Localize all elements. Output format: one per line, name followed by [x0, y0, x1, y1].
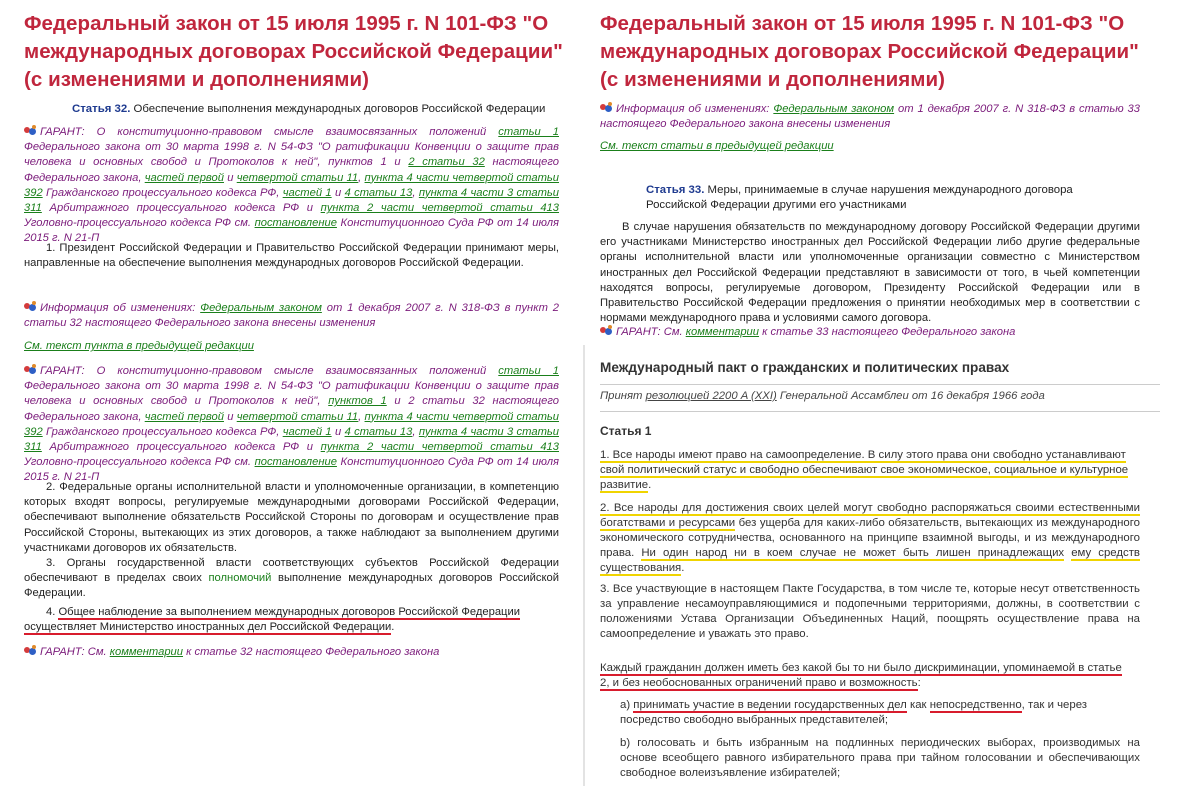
article-1-heading: Статья 1: [600, 424, 652, 438]
link[interactable]: частей 1: [282, 186, 332, 199]
rule-line: [600, 384, 1160, 385]
article-1-paragraph-3: 3. Все участвующие в настоящем Пакте Государства, в том числе те, которые несут ответственность за управление несамоуправляющимися и подопечными территориями, должны, в соответствии с положениями Устава Организации Объединенных Наций, поощрять осуществление права на самоопределение и уважать это право.: [600, 583, 1140, 640]
garant-icon: [24, 125, 38, 136]
right-document-page: [586, 0, 1200, 786]
article-title: Меры, принимаемые в случае нарушения международного договора Российской Федерации другими его участниками: [646, 184, 1073, 212]
link[interactable]: пункта 2 части четвертой статьи 413: [320, 441, 559, 454]
document-title: Федеральный закон от 15 июля 1995 г. N 101-ФЗ "О международных договорах Российской Федерации" (с изменениями и дополнениями): [600, 12, 1139, 91]
red-underline-highlight: непосредственно: [929, 699, 1022, 711]
link[interactable]: пунктов 1: [328, 395, 387, 408]
garant-note-2: ГАРАНТ: О конституционно-правовом смысле взаимосвязанных положений статьи 1 Федерального закона от 30 марта 1998 г. N 54-ФЗ "О ратификации Конвенции о защите прав человека и основных свобод и Протоколов к ней", пунктов 1 и 2 статьи 32 настоящего Федерального закона, частей первой и четвертой статьи 11, пункта 4 части четвертой статьи 392 Гражданского процессуального кодекса РФ, частей 1 и 4 статьи 13, пункта 4 части 3 статьи 311 Арбитражного процессуального кодекса РФ и пункта 2 части четвертой статьи 413 Уголовно-процессуального кодекса РФ см. постановление Конституционного Суда РФ от 14 июля 2015 г. N 21-П: [24, 365, 560, 484]
yellow-underline-highlight: 1. Все народы имеют право на самоопределение. В силу этого права они свободно устанавливают: [600, 449, 1126, 461]
link[interactable]: постановление: [254, 456, 337, 469]
article-1-paragraph-1: 1. Все народы имеют право на самоопределение. В силу этого права они свободно устанавливают свой политический статус и свободно обеспечивают свое экономическое, социальное и культурное развитие.: [600, 449, 1129, 491]
resolution-link[interactable]: резолюцией 2200 A (XXI): [645, 390, 777, 402]
article-25-item-a: a) принимать участие в ведении государственных дел как непосредственно, так и через посредство свободно выбранных представителей;: [620, 699, 1088, 726]
previous-edition-link-wrap: [600, 139, 1140, 154]
previous-edition-link[interactable]: См. текст статьи в предыдущей редакции: [600, 140, 834, 152]
link[interactable]: 4 статьи 13: [344, 425, 413, 438]
garant-icon: [600, 325, 614, 336]
garant-icon: [600, 102, 614, 113]
yellow-underline-highlight: свой политический статус и свободно обеспечивают свое экономическое, социальное и культурное: [600, 464, 1129, 476]
article-number: Статья 32.: [72, 103, 131, 115]
link[interactable]: Федеральным законом: [773, 103, 895, 115]
left-document-page: [0, 0, 580, 786]
pact-adoption-note: Принят резолюцией 2200 A (XXI) Генеральной Ассамблеи от 16 декабря 1966 года: [600, 390, 1045, 402]
garant-note-3: ГАРАНТ: См. комментарии к статье 32 настоящего Федерального закона: [24, 645, 559, 660]
change-info: Информация об изменениях: Федеральным законом от 1 декабря 2007 г. N 318-ФЗ в пункт 2 статьи 32 настоящего Федерального закона внесены изменения: [24, 302, 560, 330]
document-title: Федеральный закон от 15 июля 1995 г. N 101-ФЗ "О международных договорах Российской Федерации" (с изменениями и дополнениями): [24, 12, 563, 91]
pact-title: Международный пакт о гражданских и политических правах: [600, 360, 1010, 375]
change-info: Информация об изменениях: Федеральным законом от 1 декабря 2007 г. N 318-ФЗ в статью 33 настоящего Федерального закона внесены изменения: [600, 103, 1141, 131]
red-underline-highlight: Каждый гражданин должен иметь без какой бы то ни было дискриминации, упоминаемой в статье: [600, 662, 1122, 674]
comments-link[interactable]: комментарии: [685, 326, 760, 338]
yellow-underline-highlight: богатствами и ресурсами: [600, 517, 736, 529]
paragraph-1: 1. Президент Российской Федерации и Правительство Российской Федерации принимают меры, направленные на обеспечение выполнения международных договоров Российской Федерации.: [24, 242, 559, 270]
article-33-heading: [646, 183, 1086, 213]
red-underline-highlight: 2, и без необоснованных ограничений право и возможность: [600, 677, 918, 689]
link[interactable]: частей первой: [144, 410, 224, 423]
link[interactable]: статьи 1: [498, 126, 559, 138]
comments-link[interactable]: комментарии: [109, 646, 184, 658]
garant-icon: [24, 645, 38, 656]
link[interactable]: пункта 4 части 3 статьи 311: [24, 186, 559, 215]
link[interactable]: постановление: [254, 217, 337, 230]
yellow-underline-highlight: развитие: [600, 479, 649, 491]
link[interactable]: пункта 4 части четвертой статьи 392: [24, 410, 559, 438]
column-divider: [583, 345, 585, 786]
link[interactable]: четвертой статьи 11: [236, 171, 359, 184]
article-33-paragraph: В случае нарушения обязательств по международному договору Российской Федерации другими его участниками Министерство иностранных дел Российской Федерации либо другие федеральные органы исполнительной власти или уполномоченные организации совместно с Министерством иностранных дел Российской Федерации представляют в зависимости от того, в чьей компетенции находятся вопросы, регулируемые договором, Президенту Российской Федерации или в Правительство Российской Федерации предложения о принятии необходимых мер в соответствии с нормами международного права и условиями самого договора.: [600, 221, 1140, 325]
garant-note-1: ГАРАНТ: О конституционно-правовом смысле взаимосвязанных положений статьи 1 Федерального закона от 30 марта 1998 г. N 54-ФЗ "О ратификации Конвенции о защите прав человека и основных свобод и Протоколов к ней", пунктов 1 и 2 статьи 32 настоящего Федерального закона, частей первой и четвертой статьи 11, пункта 4 части четвертой статьи 392 Гражданского процессуального кодекса РФ, частей 1 и 4 статьи 13, пункта 4 части 3 статьи 311 Арбитражного процессуального кодекса РФ и пункта 2 части четвертой статьи 413 Уголовно-процессуального кодекса РФ см. постановление Конституционного Суда РФ от 14 июля 2015 г. N 21-П: [24, 126, 559, 245]
paragraph-4: 4. Общее наблюдение за выполнением международных договоров Российской Федерации осуществляет Министерство иностранных дел Российской Федерации.: [24, 606, 520, 634]
link[interactable]: Федеральным законом: [200, 302, 322, 314]
red-underline-highlight: осуществляет Министерство иностранных дел Российской Федерации: [24, 621, 392, 634]
article-32-heading: [72, 102, 562, 117]
link[interactable]: пункта 2 части четвертой статьи 413: [320, 202, 559, 215]
rule-line: [600, 411, 1160, 412]
paragraph-2: 2. Федеральные органы исполнительной власти и уполномоченные организации, в компетенцию которых входят вопросы, регулируемые международными договорами Российской Федерации, обеспечивают выполнение обязательств Российской Стороны по договорам и осуществление прав Российской Стороны, вытекающих из этих договоров, а также наблюдают за выполнением другими участниками договоров их обязательств.: [24, 481, 559, 554]
link[interactable]: 4 статьи 13: [344, 186, 413, 199]
yellow-underline-highlight: Ни один народ ни в коем случае не может быть лишен принадлежащих: [641, 547, 1065, 559]
garant-icon: [24, 301, 38, 312]
previous-edition-link[interactable]: См. текст пункта в предыдущей редакции: [24, 340, 254, 352]
article-number: Статья 33.: [646, 184, 705, 196]
paragraph-3: 3. Органы государственной власти соответствующих субъектов Российской Федерации обеспечивают в пределах своих полномочий выполнение международных договоров Российской Федерации.: [24, 557, 559, 600]
link[interactable]: статьи 1: [498, 365, 559, 377]
link[interactable]: пункта 4 части четвертой статьи 392: [24, 171, 559, 199]
link[interactable]: частей 1: [282, 425, 332, 438]
garant-icon: [24, 364, 38, 375]
red-underline-highlight: принимать участие в ведении государственных дел: [633, 699, 907, 711]
article-25-intro: Каждый гражданин должен иметь без какой бы то ни было дискриминации, упоминаемой в статье 2, и без необоснованных ограничений право и возможность:: [600, 662, 1122, 689]
article-1-paragraph-2: 2. Все народы для достижения своих целей могут свободно распоряжаться своими естественными богатствами и ресурсами без ущерба для каких-либо обязательств, вытекающих из международного экономического сотрудничества, основанного на принципе взаимной выгоды, и из международного права. Ни один народ ни в коем случае не может быть лишен принадлежащих ему средств существования.: [600, 502, 1140, 574]
article-25-item-b: b) голосовать и быть избранным на подлинных периодических выборах, производимых на основе всеобщего равного избирательного права при тайном голосовании и обеспечивающих свободное волеизъявление избирателей;: [620, 737, 1140, 779]
powers-link[interactable]: полномочий: [208, 572, 272, 585]
link[interactable]: пункта 4 части 3 статьи 311: [24, 425, 559, 454]
yellow-underline-highlight: 2. Все народы для достижения своих целей могут свободно распоряжаться своими естественными: [600, 502, 1140, 514]
red-underline-highlight: Общее наблюдение за выполнением международных договоров Российской Федерации: [58, 606, 520, 618]
article-title: Обеспечение выполнения международных договоров Российской Федерации: [133, 103, 546, 115]
garant-note: ГАРАНТ: См. комментарии к статье 33 настоящего Федерального закона: [600, 325, 1140, 340]
yellow-underline-highlight: ему средств существования: [600, 547, 1140, 574]
previous-edition-link-wrap: [24, 339, 559, 354]
link[interactable]: частей первой: [144, 171, 224, 184]
link[interactable]: 2 статьи 32: [408, 156, 485, 169]
link[interactable]: четвертой статьи 11: [236, 410, 359, 423]
